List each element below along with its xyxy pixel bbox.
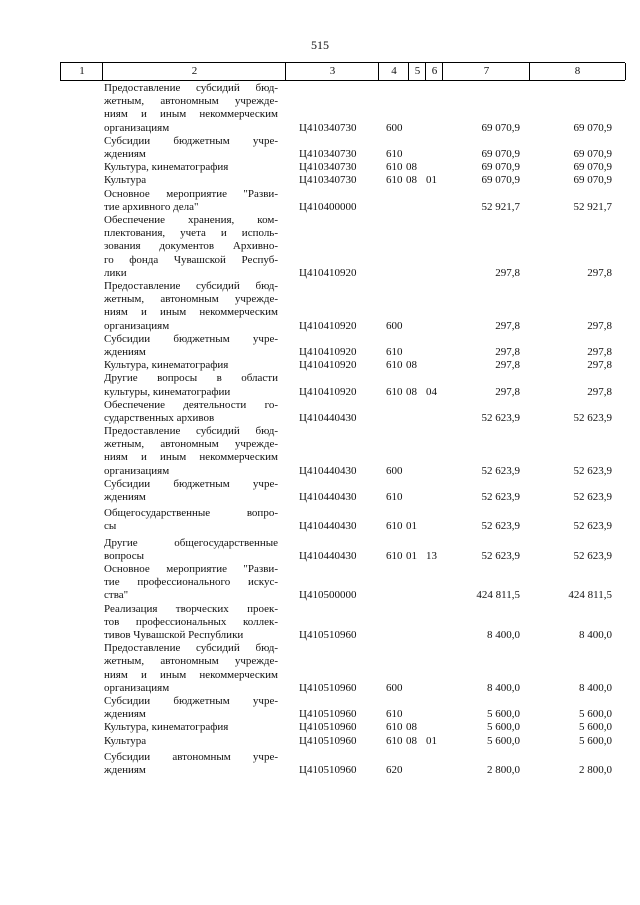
row-target-article: Ц410410920: [299, 345, 357, 358]
row-amount-2: 2 800,0: [579, 764, 612, 777]
row-amount-2: 52 921,7: [573, 200, 612, 213]
row-amount-2: 69 070,9: [573, 121, 612, 134]
row-name-line: культуры, кинематографии: [104, 385, 231, 398]
row-name-line: ждениям: [104, 764, 146, 777]
row-name-line: Обеспечение деятельности го-: [104, 398, 278, 411]
row-name-line: организациям: [104, 464, 170, 477]
row-amount-1: 69 070,9: [481, 161, 520, 174]
row-section: 08: [406, 385, 417, 398]
row-name: [104, 695, 278, 721]
row-expense-type: 610: [386, 549, 403, 562]
row-name: [104, 721, 278, 734]
row-amount-1: 2 800,0: [487, 764, 520, 777]
row-target-article: Ц410440430: [299, 464, 357, 477]
row-name: [104, 82, 278, 135]
table-row: [0, 188, 640, 214]
table-row: [0, 214, 640, 280]
row-name-line: ждениям: [104, 147, 146, 160]
row-name-line: Общегосударственные вопро-: [104, 507, 278, 520]
row-amount-1: 297,8: [495, 345, 520, 358]
table-row: [0, 507, 640, 533]
row-section: 08: [406, 721, 417, 734]
row-name-line: Культура, кинематография: [104, 359, 229, 372]
row-name-line: ства": [104, 589, 129, 602]
header-col-4: 4: [378, 63, 409, 80]
row-amount-2: 8 400,0: [579, 681, 612, 694]
row-name-line: зования документов Архивно-: [104, 240, 278, 253]
row-name-line: Предоставление субсидий бюд-: [104, 425, 278, 438]
row-target-article: Ц410340730: [299, 174, 357, 187]
row-name-line: го фонда Чувашской Респуб-: [104, 253, 278, 266]
table-row: [0, 642, 640, 695]
row-name-line: организациям: [104, 121, 170, 134]
row-name-line: ниям и иным некоммерческим: [104, 451, 278, 464]
row-amount-2: 52 623,9: [573, 464, 612, 477]
row-target-article: Ц410440430: [299, 520, 357, 533]
row-amount-1: 297,8: [495, 319, 520, 332]
row-amount-2: 69 070,9: [573, 147, 612, 160]
table-row: [0, 333, 640, 359]
row-amount-2: 5 600,0: [579, 721, 612, 734]
table-row: [0, 82, 640, 135]
header-col-5: 5: [408, 63, 426, 80]
row-amount-1: 69 070,9: [481, 121, 520, 134]
row-name: [104, 425, 278, 478]
row-expense-type: 610: [386, 174, 403, 187]
row-name-line: вопросы: [104, 549, 145, 562]
table-row: [0, 537, 640, 563]
header-col-6: 6: [425, 63, 443, 80]
row-target-article: Ц410410920: [299, 359, 357, 372]
row-expense-type: 600: [386, 319, 403, 332]
row-name-line: Субсидии бюджетным учре-: [104, 477, 278, 490]
row-expense-type: 600: [386, 681, 403, 694]
row-name-line: Обеспечение хранения, ком-: [104, 213, 278, 226]
row-name-line: сы: [104, 520, 117, 533]
row-amount-2: 5 600,0: [579, 708, 612, 721]
row-amount-1: 8 400,0: [487, 629, 520, 642]
header-col-7: 7: [442, 63, 530, 80]
table-row: [0, 174, 640, 187]
table-row: [0, 695, 640, 721]
row-name-line: ждениям: [104, 491, 146, 504]
table-row: [0, 563, 640, 603]
row-name: [104, 372, 278, 398]
row-amount-2: 424 811,5: [568, 589, 612, 602]
row-amount-1: 8 400,0: [487, 681, 520, 694]
row-amount-2: 297,8: [587, 359, 612, 372]
row-target-article: Ц410340730: [299, 147, 357, 160]
row-target-article: Ц410410920: [299, 266, 357, 279]
table-row: [0, 478, 640, 504]
row-name: [104, 174, 278, 187]
row-target-article: Ц410510960: [299, 681, 357, 694]
row-amount-1: 52 623,9: [481, 491, 520, 504]
row-amount-1: 297,8: [495, 385, 520, 398]
row-amount-2: 297,8: [587, 266, 612, 279]
row-section: 08: [406, 359, 417, 372]
row-name-line: ниям и иным некоммерческим: [104, 108, 278, 121]
table-row: [0, 359, 640, 372]
row-name-line: ниям и иным некоммерческим: [104, 668, 278, 681]
row-amount-1: 5 600,0: [487, 734, 520, 747]
table-header: [60, 62, 625, 81]
row-name: [104, 359, 278, 372]
row-target-article: Ц410510960: [299, 764, 357, 777]
row-name: [104, 735, 278, 748]
row-name: [104, 333, 278, 359]
row-amount-1: 52 921,7: [481, 200, 520, 213]
row-expense-type: 610: [386, 721, 403, 734]
row-target-article: Ц410340730: [299, 161, 357, 174]
row-amount-1: 52 623,9: [481, 411, 520, 424]
row-name: [104, 537, 278, 563]
row-name-line: тие профессионального искус-: [104, 576, 278, 589]
row-amount-1: 297,8: [495, 359, 520, 372]
header-col-8: 8: [529, 63, 626, 80]
row-target-article: Ц410340730: [299, 121, 357, 134]
row-name-line: сударственных архивов: [104, 411, 215, 424]
row-target-article: Ц410510960: [299, 629, 357, 642]
row-amount-2: 297,8: [587, 385, 612, 398]
row-expense-type: 600: [386, 464, 403, 477]
row-amount-1: 52 623,9: [481, 520, 520, 533]
table-row: [0, 280, 640, 333]
row-name: [104, 135, 278, 161]
table-row: [0, 735, 640, 748]
row-name: [104, 751, 278, 777]
row-amount-2: 5 600,0: [579, 734, 612, 747]
row-amount-1: 424 811,5: [476, 589, 520, 602]
row-name-line: тов профессиональных коллек-: [104, 615, 278, 628]
row-amount-1: 52 623,9: [481, 464, 520, 477]
row-target-article: Ц410510960: [299, 734, 357, 747]
row-name-line: Субсидии бюджетным учре-: [104, 332, 278, 345]
row-expense-type: 610: [386, 734, 403, 747]
row-amount-1: 5 600,0: [487, 708, 520, 721]
row-name-line: ждениям: [104, 708, 146, 721]
row-amount-1: 52 623,9: [481, 549, 520, 562]
row-subsection: 01: [426, 174, 437, 187]
row-amount-2: 297,8: [587, 319, 612, 332]
row-target-article: Ц410510960: [299, 721, 357, 734]
row-name-line: Основное мероприятие "Разви-: [104, 563, 278, 576]
row-expense-type: 610: [386, 359, 403, 372]
table-row: [0, 161, 640, 174]
row-name-line: Субсидии автономным учре-: [104, 750, 278, 763]
row-name-line: жетным, автономным учрежде-: [104, 293, 278, 306]
row-amount-2: 52 623,9: [573, 491, 612, 504]
row-name: [104, 214, 278, 280]
row-expense-type: 620: [386, 764, 403, 777]
row-name-line: плектования, учета и исполь-: [104, 227, 278, 240]
row-amount-2: 69 070,9: [573, 174, 612, 187]
row-name-line: ждениям: [104, 345, 146, 358]
row-name-line: организациям: [104, 681, 170, 694]
row-subsection: 13: [426, 549, 437, 562]
header-col-2: 2: [102, 63, 286, 80]
table-row: [0, 425, 640, 478]
row-target-article: Ц410510960: [299, 708, 357, 721]
table-row: [0, 135, 640, 161]
table-body: [0, 82, 640, 777]
row-name-line: Субсидии бюджетным учре-: [104, 134, 278, 147]
row-expense-type: 610: [386, 708, 403, 721]
row-target-article: Ц410400000: [299, 200, 357, 213]
row-name: [104, 642, 278, 695]
row-expense-type: 610: [386, 161, 403, 174]
table-row: [0, 603, 640, 643]
row-expense-type: 610: [386, 520, 403, 533]
table-row: [0, 399, 640, 425]
row-expense-type: 610: [386, 491, 403, 504]
row-name-line: Культура: [104, 734, 147, 747]
table-row: [0, 751, 640, 777]
row-expense-type: 610: [386, 385, 403, 398]
row-name-line: Основное мероприятие "Разви-: [104, 187, 278, 200]
row-section: 08: [406, 161, 417, 174]
table-row: [0, 721, 640, 734]
row-name: [104, 399, 278, 425]
row-amount-1: 69 070,9: [481, 174, 520, 187]
row-target-article: Ц410410920: [299, 385, 357, 398]
row-name-line: Другие общегосударственные: [104, 536, 278, 549]
row-section: 08: [406, 734, 417, 747]
row-name: [104, 563, 278, 603]
row-name-line: ниям и иным некоммерческим: [104, 306, 278, 319]
table-row: [0, 372, 640, 398]
row-expense-type: 600: [386, 121, 403, 134]
row-target-article: Ц410440430: [299, 549, 357, 562]
row-amount-2: 52 623,9: [573, 549, 612, 562]
row-expense-type: 610: [386, 345, 403, 358]
row-expense-type: 610: [386, 147, 403, 160]
row-name-line: жетным, автономным учрежде-: [104, 438, 278, 451]
row-amount-2: 69 070,9: [573, 161, 612, 174]
row-section: 01: [406, 549, 417, 562]
row-name: [104, 161, 278, 174]
row-name: [104, 280, 278, 333]
row-target-article: Ц410410920: [299, 319, 357, 332]
row-target-article: Ц410440430: [299, 411, 357, 424]
row-target-article: Ц410500000: [299, 589, 357, 602]
row-name: [104, 478, 278, 504]
row-name-line: лики: [104, 266, 127, 279]
row-amount-2: 52 623,9: [573, 520, 612, 533]
row-name-line: Реализация творческих проек-: [104, 602, 278, 615]
row-name-line: Предоставление субсидий бюд-: [104, 642, 278, 655]
header-col-3: 3: [285, 63, 379, 80]
row-name-line: Культура, кинематография: [104, 721, 229, 734]
row-subsection: 01: [426, 734, 437, 747]
row-subsection: 04: [426, 385, 437, 398]
row-name-line: жетным, автономным учрежде-: [104, 95, 278, 108]
row-amount-2: 8 400,0: [579, 629, 612, 642]
row-name-line: тивов Чувашской Республики: [104, 629, 244, 642]
page-number: 515: [311, 38, 329, 52]
row-amount-1: 69 070,9: [481, 147, 520, 160]
row-name-line: Предоставление субсидий бюд-: [104, 82, 278, 94]
row-section: 08: [406, 174, 417, 187]
row-target-article: Ц410440430: [299, 491, 357, 504]
row-name-line: жетным, автономным учрежде-: [104, 655, 278, 668]
row-section: 01: [406, 520, 417, 533]
row-name: [104, 603, 278, 643]
row-name-line: Культура: [104, 174, 147, 187]
row-name-line: организациям: [104, 319, 170, 332]
row-amount-1: 297,8: [495, 266, 520, 279]
row-name-line: тие архивного дела": [104, 200, 199, 213]
row-name-line: Субсидии бюджетным учре-: [104, 695, 278, 708]
row-amount-2: 297,8: [587, 345, 612, 358]
row-amount-2: 52 623,9: [573, 411, 612, 424]
row-amount-1: 5 600,0: [487, 721, 520, 734]
row-name-line: Предоставление субсидий бюд-: [104, 279, 278, 292]
row-name: [104, 507, 278, 533]
row-name: [104, 188, 278, 214]
row-name-line: Другие вопросы в области: [104, 372, 278, 385]
row-name-line: Культура, кинематография: [104, 161, 229, 174]
header-col-1: 1: [60, 63, 103, 80]
